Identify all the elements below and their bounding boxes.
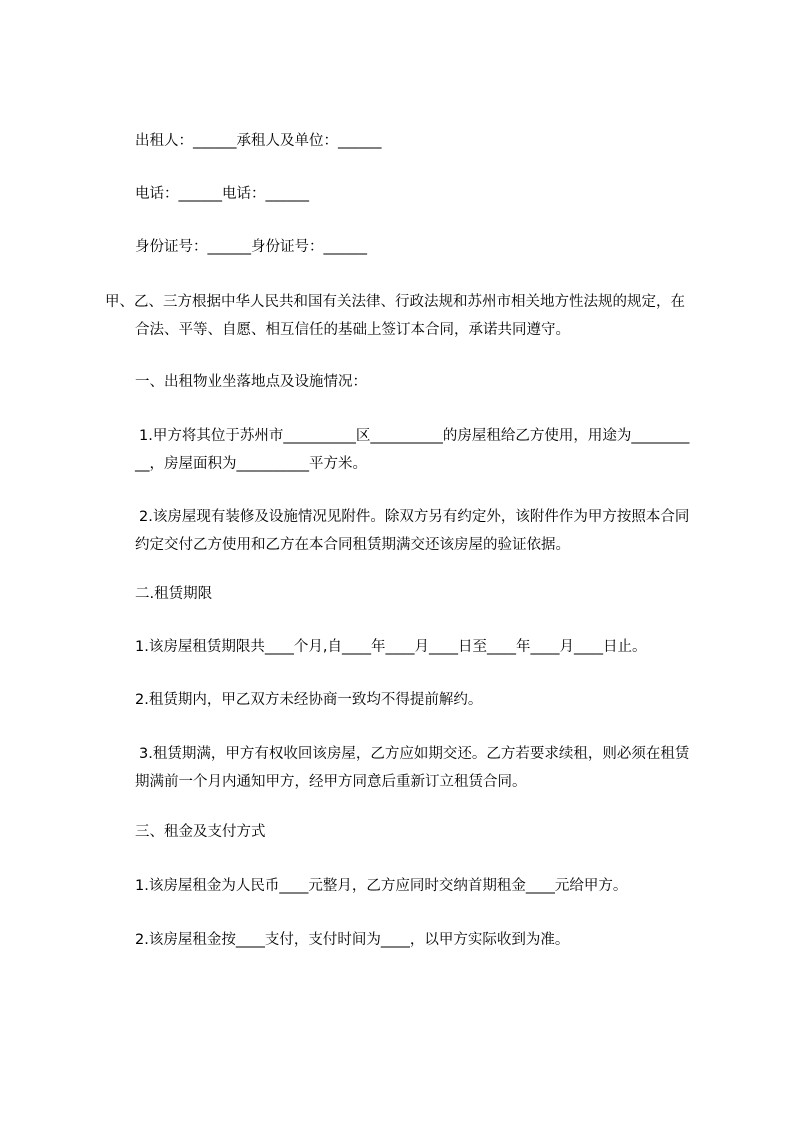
section-3-item-2: 2.该房屋租金按____支付，支付时间为____，以甲方实际收到为准。 (135, 932, 570, 948)
lessor-line: 出租人：______承租人及单位：______ (135, 133, 382, 149)
section-2-item-2: 2.租赁期内，甲乙双方未经协商一致均不得提前解约。 (135, 692, 483, 708)
intro-text: 甲、乙、三方根据中华人民共和国有关法律、行政法规和苏州市相关地方性法规的规定，在合法、平等、自愿、相互信任的基础上签订本合同，承诺共同遵守。 (105, 294, 685, 338)
section-2-item-1: 1.该房屋租赁期限共____个月,自____年____月____日至____年____月____日止。 (135, 639, 647, 655)
section-1-item-1-text: 1.甲方将其位于苏州市__________区__________的房屋租给乙方使用，用途为__________，房屋面积为__________平方米。 (135, 428, 690, 472)
phone-line: 电话：______电话：______ (135, 186, 309, 202)
section-1-item-2-text: 2.该房屋现有装修及设施情况见附件。除双方另有约定外，该附件作为甲方按照本合同约定交付乙方使用和乙方在本合同租赁期满交还该房屋的验证依据。 (135, 509, 690, 553)
section-1-item-2 (135, 503, 695, 559)
section-1-title: 一、出租物业坐落地点及设施情况： (135, 374, 367, 390)
section-3-item-1: 1.该房屋租金为人民币____元整月，乙方应同时交纳首期租金____元给甲方。 (135, 878, 628, 894)
section-2-title: 二.租赁期限 (135, 586, 213, 602)
section-2-item-3 (135, 740, 695, 796)
section-1-item-1 (135, 422, 695, 478)
intro-paragraph (105, 288, 695, 344)
id-number-line: 身份证号：______身份证号：______ (135, 239, 367, 255)
section-3-title: 三、租金及支付方式 (135, 824, 266, 840)
section-2-item-3-text: 3.租赁期满，甲方有权收回该房屋，乙方应如期交还。乙方若要求续租，则必须在租赁期满前一个月内通知甲方，经甲方同意后重新订立租赁合同。 (135, 746, 690, 790)
